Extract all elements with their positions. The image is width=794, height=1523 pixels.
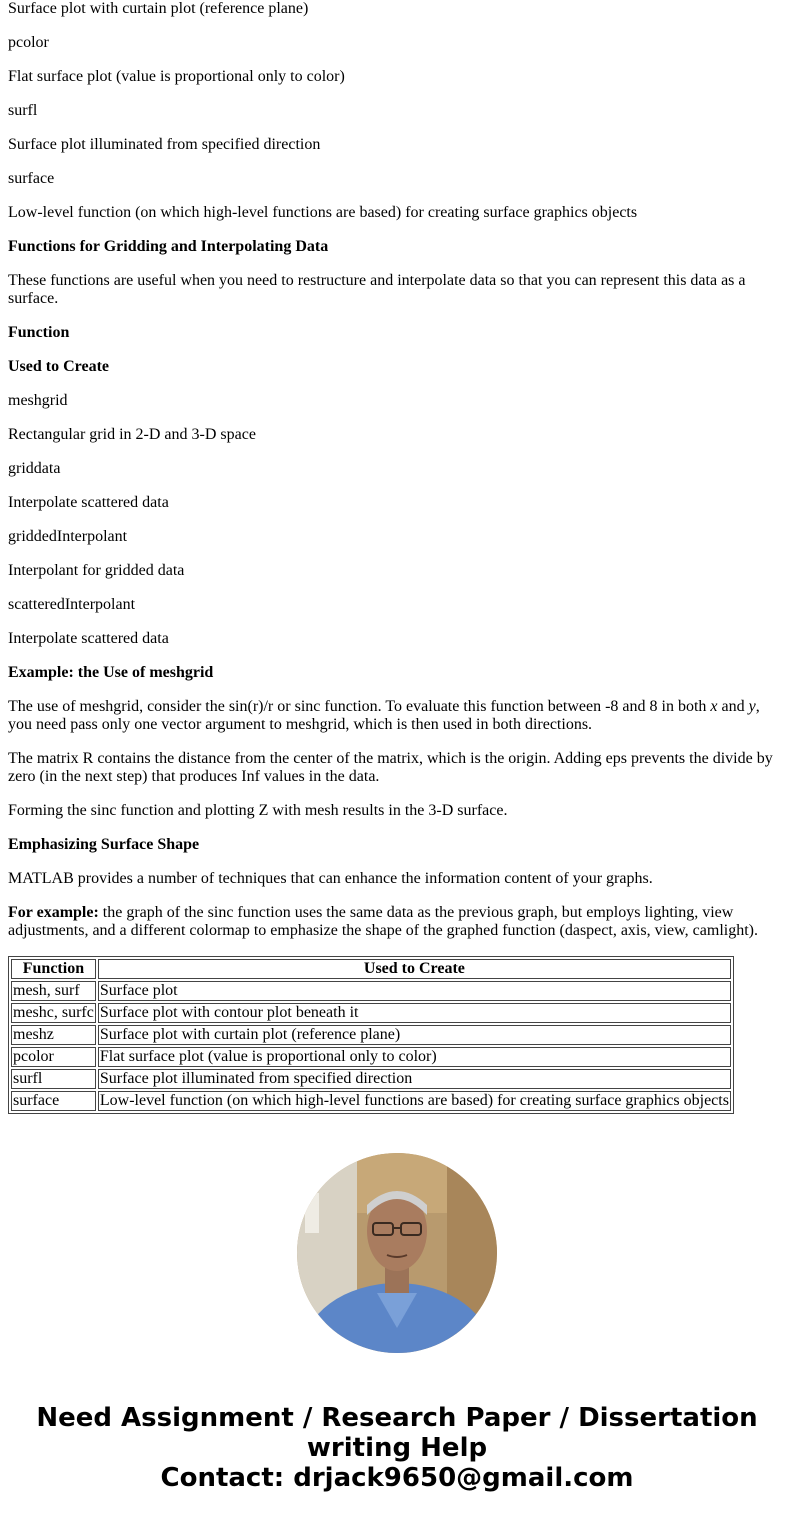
example-p1-y: y bbox=[748, 698, 756, 715]
author-avatar bbox=[297, 1153, 497, 1353]
table-cell-function: surface bbox=[11, 1091, 96, 1111]
list-item: Surface plot with curtain plot (reference plane) bbox=[8, 0, 309, 17]
emphasizing-p2-rest: the graph of the sinc function uses the same data as the previous graph, but employs lighting, view adjustments, and a different colormap to emphasize the shape of the graphed function (daspect, axis, view, camlight). bbox=[8, 904, 758, 939]
gridding-col-used: Used to Create bbox=[8, 358, 110, 375]
table-row bbox=[11, 1003, 731, 1023]
table-row bbox=[11, 1069, 731, 1089]
list-item: surface bbox=[8, 170, 55, 187]
list-item: surfl bbox=[8, 102, 38, 119]
list-item: Interpolate scattered data bbox=[8, 494, 169, 511]
gridding-intro: These functions are useful when you need to restructure and interpolate data so that you can represent this data as a surface. bbox=[8, 272, 746, 307]
list-item: Low-level function (on which high-level functions are based) for creating surface graphics objects bbox=[8, 204, 638, 221]
table-cell-description: Flat surface plot (value is proportional only to color) bbox=[98, 1047, 731, 1067]
example-paragraph-2: The matrix R contains the distance from the center of the matrix, which is the origin. Adding eps prevents the divide by zero (in the next step) that produces Inf values in the data. bbox=[8, 750, 773, 785]
example-p1-and: and bbox=[717, 698, 749, 715]
list-item: scatteredInterpolant bbox=[8, 596, 136, 613]
example-p1-x: x bbox=[710, 698, 718, 715]
list-item: Interpolant for gridded data bbox=[8, 562, 185, 579]
document-body bbox=[8, 0, 786, 1114]
table-header-used: Used to Create bbox=[98, 959, 731, 979]
example-paragraph-3: Forming the sinc function and plotting Z with mesh results in the 3-D surface. bbox=[8, 802, 508, 819]
table-cell-function: meshc, surfc bbox=[13, 1004, 94, 1021]
footer-line-1: Need Assignment / Research Paper / Dissertation writing Help bbox=[36, 1403, 758, 1463]
table-header-row bbox=[11, 959, 731, 979]
emphasizing-paragraph-2 bbox=[8, 904, 786, 940]
list-item: Surface plot illuminated from specified direction bbox=[8, 136, 321, 153]
example-heading: Example: the Use of meshgrid bbox=[8, 664, 214, 681]
example-p1-a: The use of meshgrid, consider the sin(r)/r or sinc function. To evaluate this function between -8 and 8 in both bbox=[8, 698, 711, 715]
table-row bbox=[11, 981, 731, 1001]
list-item: Interpolate scattered data bbox=[8, 630, 169, 647]
list-item: meshgrid bbox=[8, 392, 68, 409]
emphasizing-paragraph-1: MATLAB provides a number of techniques that can enhance the information content of your graphs. bbox=[8, 870, 653, 887]
table-cell-function: pcolor bbox=[11, 1047, 96, 1067]
list-item: Flat surface plot (value is proportional only to color) bbox=[8, 68, 345, 85]
table-cell-description: Low-level function (on which high-level functions are based) for creating surface graphics objects bbox=[99, 1092, 729, 1109]
table-row bbox=[11, 1025, 731, 1045]
list-item: Rectangular grid in 2-D and 3-D space bbox=[8, 426, 256, 443]
table-cell-description: Surface plot illuminated from specified direction bbox=[98, 1069, 731, 1089]
table-row bbox=[11, 1047, 731, 1067]
gridding-col-function: Function bbox=[8, 324, 70, 341]
table-cell-description: Surface plot with contour plot beneath it bbox=[98, 1003, 731, 1023]
for-example-label: For example: bbox=[8, 904, 99, 921]
table-row bbox=[11, 1091, 731, 1111]
emphasizing-heading: Emphasizing Surface Shape bbox=[8, 836, 200, 853]
table-cell-description: Surface plot with curtain plot (reference plane) bbox=[98, 1025, 731, 1045]
list-item: griddata bbox=[8, 460, 61, 477]
example-p1-b: , you need pass only one vector argument to meshgrid, which is then used in both directions. bbox=[8, 698, 760, 733]
table-cell-function: mesh, surf bbox=[11, 981, 96, 1001]
table-header-function: Function bbox=[11, 959, 96, 979]
footer-contact bbox=[0, 1403, 794, 1493]
functions-table bbox=[8, 956, 734, 1114]
list-item: pcolor bbox=[8, 34, 49, 51]
table-cell-function: surfl bbox=[11, 1069, 96, 1089]
table-cell-function: meshz bbox=[11, 1025, 96, 1045]
author-photo-icon bbox=[297, 1153, 497, 1353]
table-cell-description: Surface plot bbox=[98, 981, 731, 1001]
example-paragraph-1 bbox=[8, 698, 786, 734]
list-item: griddedInterpolant bbox=[8, 528, 128, 545]
footer-line-2: Contact: drjack9650@gmail.com bbox=[160, 1463, 634, 1493]
gridding-heading: Functions for Gridding and Interpolating Data bbox=[8, 238, 329, 255]
